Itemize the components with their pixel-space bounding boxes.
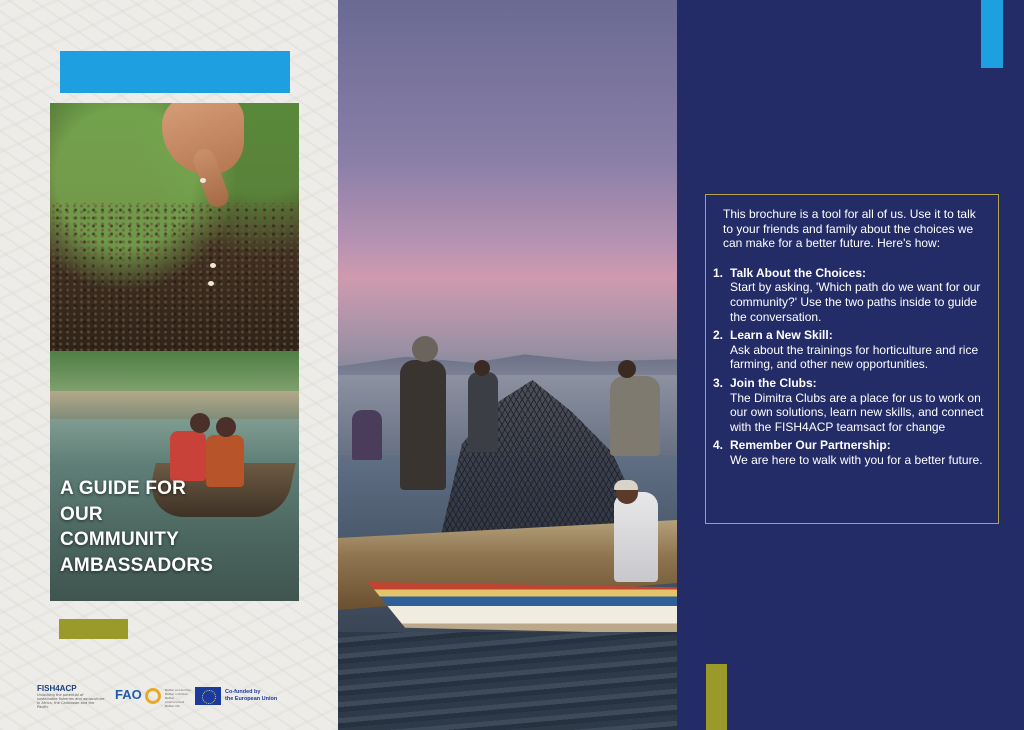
fishermen-photo: [338, 0, 677, 730]
step-number: 4.: [713, 438, 724, 453]
rower-cap-shape: [614, 480, 638, 490]
fisherman-head-shape: [412, 336, 438, 362]
instructions-box: [705, 194, 999, 524]
step-item: [710, 266, 988, 324]
step-number: 1.: [713, 265, 724, 280]
olive-accent-bar: [706, 664, 727, 730]
cover-title-line: A GUIDE FOR: [60, 478, 187, 499]
cover-title: [60, 476, 260, 578]
person-head-shape: [190, 413, 210, 433]
step-title: Join the Clubs:: [730, 375, 817, 390]
fisherman-shape: [400, 360, 446, 490]
fish4acp-logo: [37, 684, 105, 708]
fisherman-shape: [468, 372, 498, 452]
step-body: We are here to walk with you for a better future.: [730, 452, 983, 467]
shoreline-shape: [50, 391, 299, 419]
fisherman-shape: [352, 410, 382, 460]
fisherman-head-shape: [474, 360, 490, 376]
blue-accent-bar: [981, 0, 1003, 68]
step-body: Ask about the trainings for horticulture and rice farming, and other new opportunities.: [730, 342, 979, 372]
step-number: 2.: [713, 328, 724, 343]
fao-logo-tagline: Better production Better nutrition Better environment Better life: [165, 688, 192, 708]
fao-logo-name: FAO: [115, 687, 142, 702]
step-item: [710, 376, 988, 434]
partner-logos: [37, 684, 305, 708]
seed-shape: [200, 178, 206, 183]
intro-text: This brochure is a tool for all of us. Use it to talk to your friends and family about the choices we can make for a better future. Here's how:: [723, 207, 976, 251]
seed-shape: [208, 281, 214, 286]
rower-shape: [614, 492, 658, 582]
painted-canoe-shape: [368, 582, 677, 634]
step-title: Learn a New Skill:: [730, 328, 833, 343]
instructions-panel: [677, 0, 1024, 730]
eu-line-1: Co-funded by: [225, 689, 261, 695]
steps-list: [710, 266, 988, 468]
eu-line-2: the European Union: [225, 696, 278, 702]
fish4acp-logo-tagline: Unlocking the potential of sustainable fisheries and aquaculture in Africa, the Caribbean and the Pacific: [37, 693, 105, 709]
fish4acp-logo-name: FISH4ACP: [37, 684, 77, 693]
cover-title-line: AMBASSADORS: [60, 554, 214, 576]
eu-cofunded-label: [225, 689, 285, 703]
seed-shape: [210, 263, 216, 268]
eu-flag-icon: [195, 687, 221, 705]
person-head-shape: [216, 417, 236, 437]
water-ripples-shape: [338, 632, 677, 730]
cover-title-line: COMMUNITY: [60, 529, 179, 550]
cover-title-line: OUR: [60, 503, 103, 525]
hillside-shape: [50, 351, 299, 391]
fao-80-icon: [145, 688, 161, 704]
step-item: [710, 328, 988, 372]
soil-texture: [50, 203, 299, 351]
step-number: 3.: [713, 375, 724, 390]
blue-accent-bar: [60, 51, 290, 93]
cover-panel: [0, 0, 338, 730]
step-body: Start by asking, 'Which path do we want for our community?' Use the two paths inside to guide the conversation.: [730, 280, 981, 324]
fao-logo: [115, 684, 192, 708]
person-shape: [170, 431, 206, 481]
step-body: The Dimitra Clubs are a place for us to work on our own solutions, learn new skills, and connect with the FISH4ACP teamsact for change: [730, 390, 984, 434]
planting-seeds-photo: [50, 103, 299, 351]
step-title: Talk About the Choices:: [730, 265, 867, 280]
fisherman-shape: [610, 376, 660, 456]
step-item: [710, 438, 988, 467]
olive-accent-bar: [59, 619, 128, 639]
eu-logo: [195, 687, 285, 705]
fisherman-head-shape: [618, 360, 636, 378]
step-title: Remember Our Partnership:: [730, 438, 891, 453]
